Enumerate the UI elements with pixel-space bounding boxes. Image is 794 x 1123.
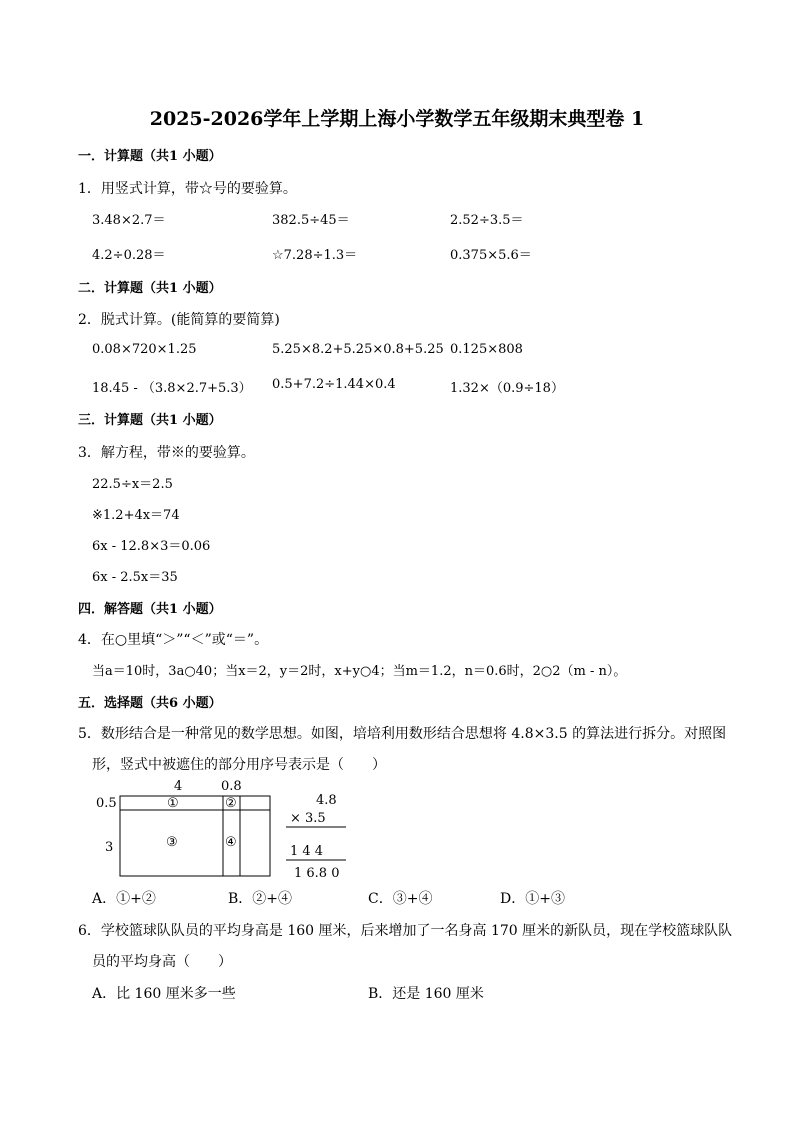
question-6-stem-line2: 员的平均身高（ ） (92, 954, 232, 970)
question-5-stem-line2: 形，竖式中被遮住的部分用序号表示是（ ） (92, 757, 386, 773)
q4-line: 当a＝10时，3a○40；当x＝2，y＝2时，x+y○4；当m＝1.2，n＝0.6时，2○2（m - n）。 (92, 664, 627, 679)
section-heading-5: 五．选择题（共6 小题） (78, 696, 222, 711)
question-4-stem: 4．在○里填“＞”“＜”或“＝”。 (78, 632, 269, 648)
q1-item: ☆7.28÷1.3＝ (272, 248, 358, 263)
q5-option-a[interactable]: A．①+② (92, 891, 156, 907)
q3-equation: ※1.2+4x＝74 (92, 508, 180, 523)
q2-item: 0.5+7.2÷1.44×0.4 (272, 377, 396, 392)
q1-item: 0.375×5.6＝ (450, 248, 532, 263)
figure-label-top-0.8: 0.8 (221, 779, 242, 794)
question-1-stem: 1．用竖式计算，带☆号的要验算。 (78, 181, 297, 197)
figure-region-2: ② (225, 796, 237, 811)
question-3-stem: 3．解方程，带※的要验算。 (78, 445, 255, 461)
page-title: 2025-2026学年上学期上海小学数学五年级期末典型卷 1 (149, 108, 645, 130)
q1-item: 382.5÷45＝ (272, 213, 350, 228)
question-6-stem-line1: 6．学校篮球队队员的平均身高是 160 厘米，后来增加了一名身高 170 厘米的新队员，现在学校篮球队队 (78, 923, 733, 939)
vertical-calc-line-2: × 3.5 (290, 811, 326, 826)
q2-item: 18.45 - （3.8×2.7+5.3） (92, 381, 252, 396)
section-heading-3: 三．计算题（共1 小题） (78, 413, 222, 428)
section-heading-4: 四．解答题（共1 小题） (78, 602, 222, 617)
figure-outer-rect (120, 796, 270, 876)
figure-label-top-4: 4 (174, 779, 183, 794)
figure-region-4: ④ (225, 835, 237, 850)
vertical-calc-line-1: 4.8 (316, 793, 337, 808)
q5-area-figure (90, 774, 370, 884)
section-heading-2: 二．计算题（共1 小题） (78, 281, 222, 296)
question-5-stem-line1: 5．数形结合是一种常见的数学思想。如图，培培利用数形结合思想将 4.8×3.5 的算法进行拆分。对照图 (78, 726, 727, 742)
q2-item: 0.125×808 (450, 342, 523, 357)
q1-item: 2.52÷3.5＝ (450, 213, 524, 228)
q5-option-d[interactable]: D．①+③ (500, 891, 565, 907)
q2-item: 5.25×8.2+5.25×0.8+5.25 (272, 342, 444, 357)
vertical-calc-line-3: 1 4 4 (290, 844, 324, 859)
figure-label-side-3: 3 (105, 840, 114, 855)
q1-item: 4.2÷0.28＝ (92, 248, 166, 263)
q2-item: 1.32×（0.9÷18） (450, 381, 564, 396)
q6-option-b[interactable]: B．还是 160 厘米 (368, 986, 484, 1002)
figure-label-side-0.5: 0.5 (96, 796, 117, 811)
q6-option-a[interactable]: A．比 160 厘米多一些 (92, 986, 236, 1002)
figure-region-1: ① (167, 796, 179, 811)
q3-equation: 6x - 12.8×3＝0.06 (92, 539, 211, 554)
q5-option-b[interactable]: B．②+④ (228, 891, 293, 907)
q3-equation: 22.5÷x＝2.5 (92, 477, 173, 492)
q2-item: 0.08×720×1.25 (92, 342, 197, 357)
question-2-stem: 2．脱式计算。(能简算的要简算) (78, 312, 280, 328)
section-heading-1: 一．计算题（共1 小题） (78, 149, 222, 164)
q3-equation: 6x - 2.5x＝35 (92, 570, 178, 585)
q1-item: 3.48×2.7＝ (92, 213, 166, 228)
figure-region-3: ③ (166, 835, 178, 850)
vertical-calc-line-4: 1 6.8 0 (294, 866, 340, 881)
q5-option-c[interactable]: C．③+④ (368, 891, 433, 907)
